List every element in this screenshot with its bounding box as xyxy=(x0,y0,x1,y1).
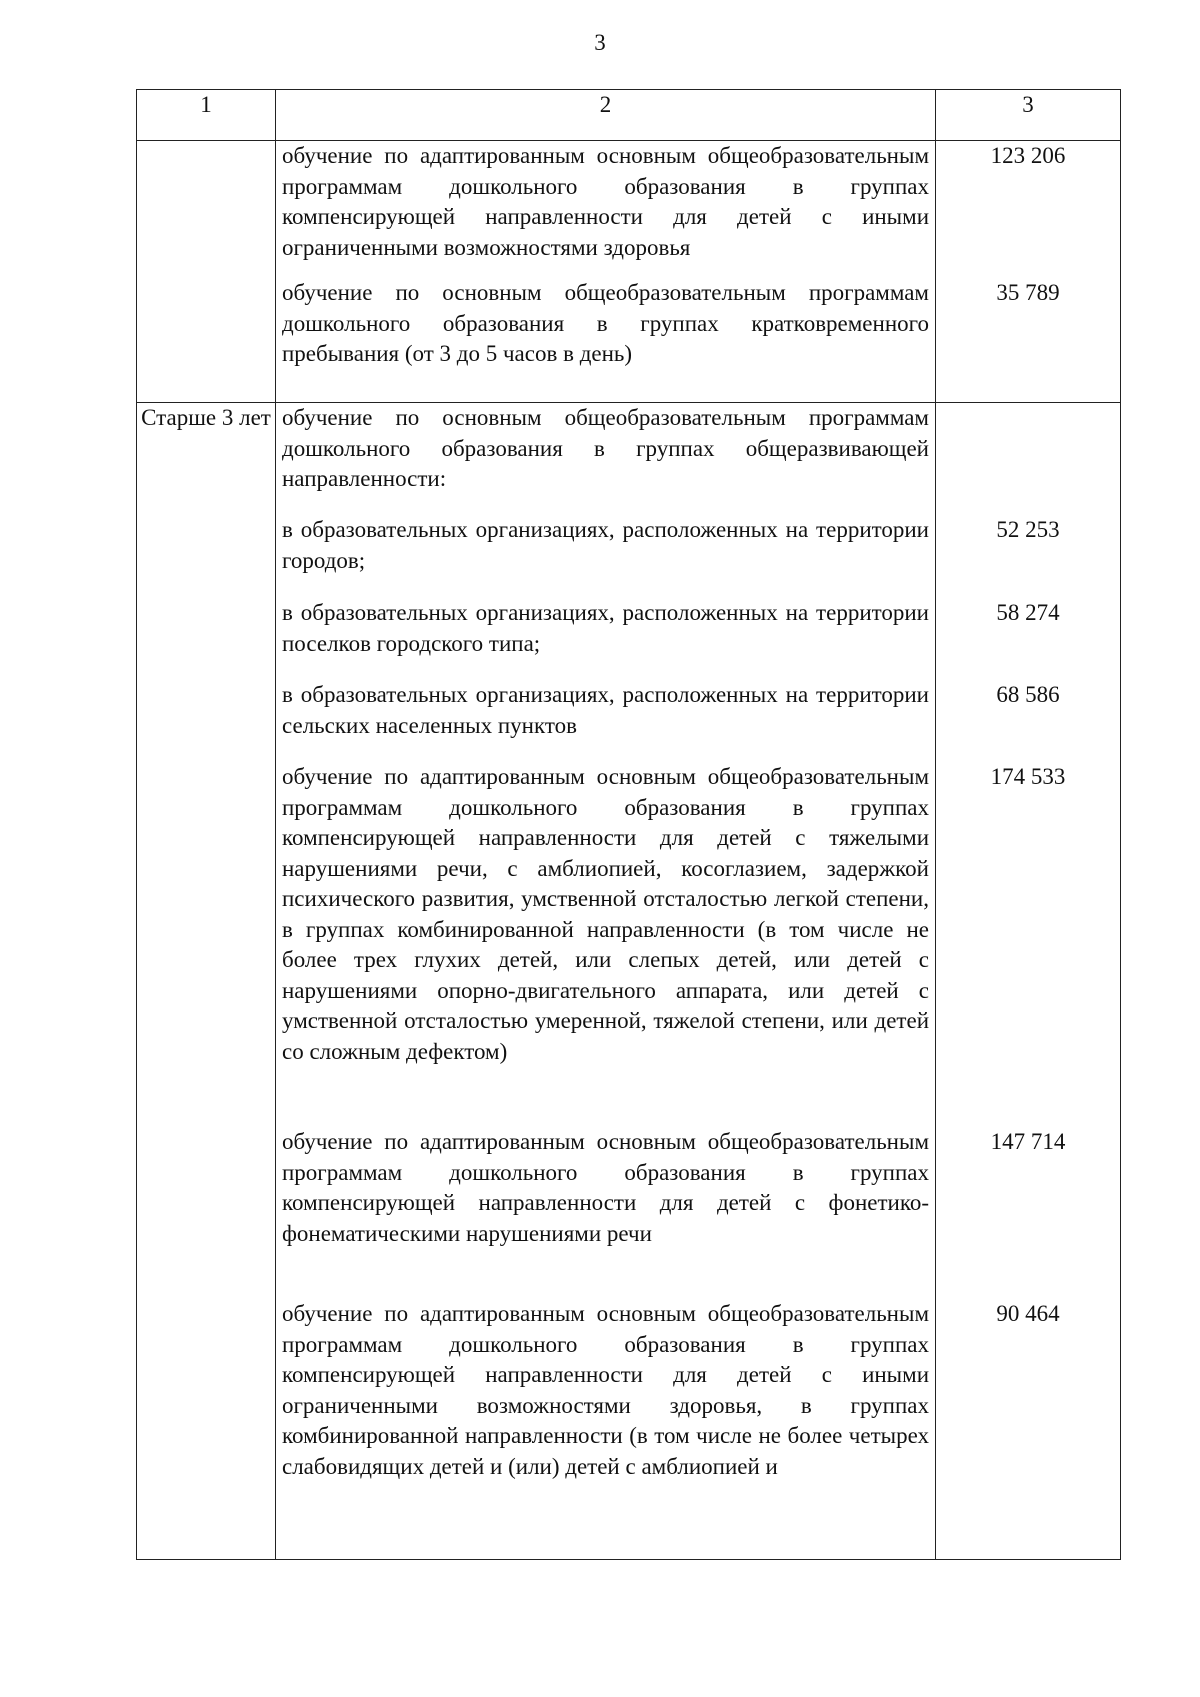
entry-text: обучение по адаптированным основным общеобразовательным программам дошкольного образования в группах компенсирующей направленности для детей с иными ограниченными возможностями здоровья xyxy=(282,143,929,260)
entry-text: в образовательных организациях, расположенных на территории поселков городского типа; xyxy=(282,600,929,656)
entry-text: обучение по адаптированным основным общеобразовательным программам дошкольного образования в группах компенсирующей направленности для детей с иными ограниченными возможностями здоровья, в группах комбинированной направленности (в том числе не более четырех слабовидящих детей и (или) детей с амблиопией и xyxy=(282,1301,929,1479)
entry-value: 58 274 xyxy=(996,600,1060,625)
age-cell: Старше 3 лет xyxy=(137,403,276,1560)
entry-value: 174 533 xyxy=(990,764,1066,789)
description-cell xyxy=(276,403,936,1560)
entry-value: 147 714 xyxy=(990,1129,1066,1154)
column-header-2: 2 xyxy=(276,90,936,141)
value-cell xyxy=(936,403,1121,1560)
description-cell xyxy=(276,141,936,403)
entry-value: 35 789 xyxy=(996,280,1060,305)
page-number: 3 xyxy=(594,30,606,55)
table-header-row xyxy=(137,90,1121,141)
entry-value: 123 206 xyxy=(990,143,1066,168)
column-header-3: 3 xyxy=(936,90,1121,141)
entry-text: в образовательных организациях, расположенных на территории городов; xyxy=(282,517,929,573)
entry-value: 68 586 xyxy=(996,682,1060,707)
rates-table xyxy=(136,89,1121,1560)
entry-value: 90 464 xyxy=(996,1301,1060,1326)
entry-text: обучение по адаптированным основным общеобразовательным программам дошкольного образования в группах компенсирующей направленности для детей с тяжелыми нарушениями речи, с амблиопией, косоглазием, задержкой психического развития, умственной отсталостью легкой степени, в группах комбинированной направленности (в том числе не более трех глухих детей, или слепых детей, или детей с нарушениями опорно-двигательного аппарата, или детей с умственной отсталостью умеренной, тяжелой степени, или детей со сложным дефектом) xyxy=(282,764,929,1064)
entry-text: обучение по основным общеобразовательным программам дошкольного образования в группах кратковременного пребывания (от 3 до 5 часов в день) xyxy=(282,280,929,366)
age-cell xyxy=(137,141,276,403)
table-row xyxy=(137,141,1121,403)
table-row xyxy=(137,403,1121,1560)
entry-value xyxy=(936,403,1120,515)
entry-text: в образовательных организациях, расположенных на территории сельских населенных пунктов xyxy=(282,682,929,738)
value-cell xyxy=(936,141,1121,403)
entry-text: обучение по основным общеобразовательным программам дошкольного образования в группах общеразвивающей направленности: xyxy=(282,405,929,491)
column-header-1: 1 xyxy=(137,90,276,141)
entry-value: 52 253 xyxy=(996,517,1060,542)
entry-text: обучение по адаптированным основным общеобразовательным программам дошкольного образования в группах компенсирующей направленности для детей с фонетико-фонематическими нарушениями речи xyxy=(282,1129,929,1246)
